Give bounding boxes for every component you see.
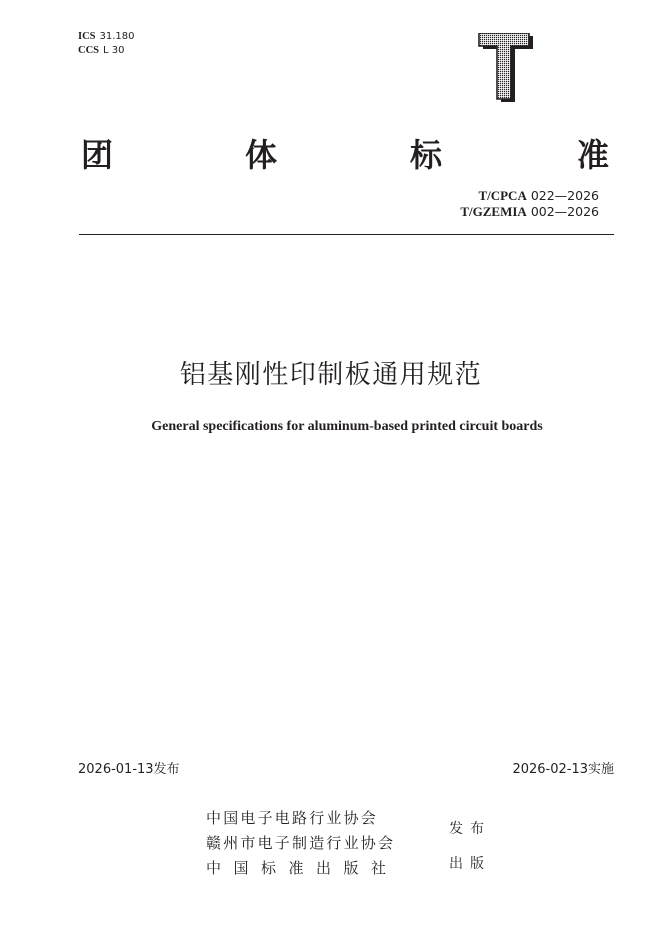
publisher-name: 赣州市电子制造行业协会 bbox=[206, 834, 396, 852]
ccs-code bbox=[78, 44, 135, 58]
standard-number bbox=[460, 204, 599, 220]
title-english: General specifications for aluminum-based printed circuit boards bbox=[151, 419, 543, 434]
publish-date: 2026-01-13发布 bbox=[78, 762, 180, 777]
ccs-value: L 30 bbox=[103, 44, 125, 56]
publisher-name: 中国电子电路行业协会 bbox=[206, 809, 379, 827]
standard-type-heading bbox=[81, 135, 613, 175]
standard-org: T/CPCA bbox=[478, 188, 527, 203]
standard-numbers bbox=[460, 188, 599, 220]
ccs-label: CCS bbox=[78, 44, 100, 56]
ics-code bbox=[78, 30, 135, 44]
standard-num: 002—2026 bbox=[530, 204, 599, 219]
ics-label: ICS bbox=[78, 31, 96, 42]
publish-action: 发布 bbox=[449, 821, 491, 837]
classification-codes bbox=[78, 30, 135, 57]
standard-type-logo bbox=[478, 33, 534, 103]
heading-char: 团 bbox=[81, 136, 114, 174]
effective-date: 2026-02-13实施 bbox=[512, 762, 614, 777]
standard-number bbox=[460, 188, 599, 204]
publisher-name: 中国标准出版社 bbox=[206, 859, 399, 877]
title-chinese: 铝基刚性印制板通用规范 bbox=[179, 360, 483, 390]
heading-char: 标 bbox=[410, 136, 443, 174]
press-action: 出版 bbox=[449, 856, 491, 872]
header-divider bbox=[79, 234, 614, 235]
heading-char: 体 bbox=[245, 136, 278, 174]
ics-value: 31.180 bbox=[99, 31, 135, 42]
heading-char: 准 bbox=[577, 136, 610, 174]
standard-num: 022—2026 bbox=[530, 188, 599, 203]
standard-org: T/GZEMIA bbox=[460, 204, 527, 219]
publishers bbox=[206, 806, 399, 881]
